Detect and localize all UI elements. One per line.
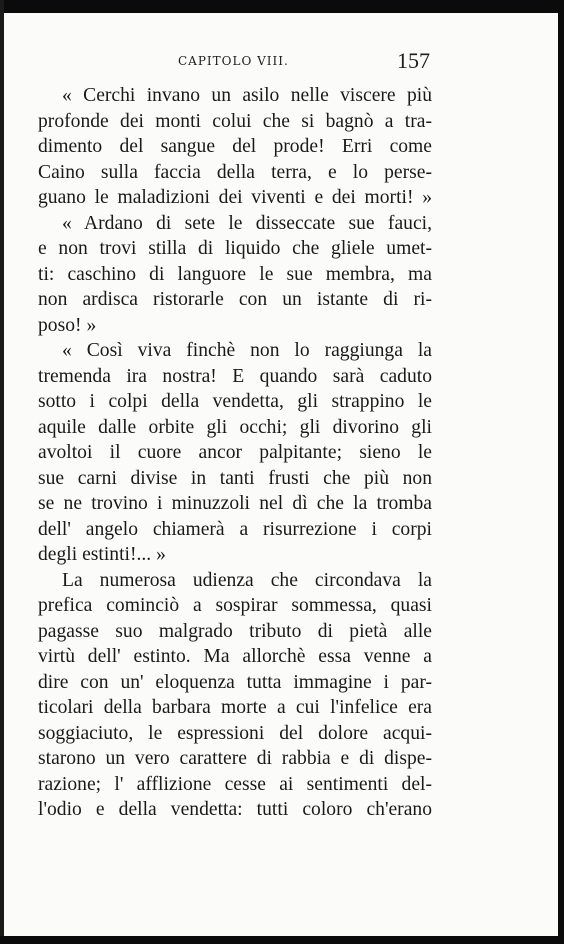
scan-border-left	[0, 0, 4, 944]
scan-border-top	[0, 0, 564, 13]
text-line: dell' angelo chiamerà a risurrezione i corpi	[38, 518, 432, 540]
page-header	[40, 48, 432, 78]
text-line: virtù dell' estinto. Ma allorchè essa venne a	[38, 646, 432, 667]
text-line: « Cerchi invano un asilo nelle viscere più	[62, 85, 432, 106]
chapter-running-head: CAPITOLO VIII.	[178, 54, 289, 68]
text-line: tremenda ira nostra! E quando sarà caduto	[38, 365, 432, 387]
text-line: l'odio e della vendetta: tutti coloro ch'erano	[38, 799, 432, 820]
text-line: sotto i colpi della vendetta, gli strappino le	[38, 391, 432, 412]
text-line: se ne trovino i minuzzoli nel dì che la tromba	[38, 493, 432, 514]
text-line: « Ardano di sete le disseccate sue fauci,	[62, 212, 432, 234]
text-line: e non trovi stilla di liquido che gliele umet-	[38, 238, 432, 259]
text-line: La numerosa udienza che circondava la	[62, 569, 432, 591]
text-line: ticolari della barbara morte a cui l'infelice era	[38, 697, 432, 718]
text-line: dire con un' eloquenza tutta immagine i par-	[38, 671, 432, 693]
text-line: dimento del sangue del prode! Erri come	[38, 136, 432, 157]
text-line: aquile dalle orbite gli occhi; gli divorino gli	[38, 416, 432, 438]
text-line: prefica cominciò a sospirar sommessa, quasi	[38, 595, 432, 616]
scan-border-bottom	[0, 936, 564, 944]
text-line: sue carni divise in tanti frusti che più non	[38, 467, 432, 489]
text-line: avoltoi il cuore ancor palpitante; sieno le	[38, 442, 432, 463]
text-line: guano le maladizioni dei viventi e dei morti! »	[38, 187, 432, 208]
text-line: non ardisca ristorarle con un istante di ri-	[38, 289, 432, 310]
text-line: degli estinti!... »	[38, 544, 166, 565]
text-line: razione; l' afflizione cesse ai sentimenti del-	[38, 773, 432, 795]
text-line: poso! »	[38, 314, 97, 336]
text-line: profonde dei monti colui che si bagnò a tra-	[38, 110, 432, 132]
text-line: soggiaciuto, le espressioni del dolore acqui-	[38, 722, 432, 744]
body-text	[38, 83, 432, 823]
text-line: « Così viva finchè non lo raggiunga la	[62, 340, 432, 361]
page-number: 157	[397, 48, 430, 73]
text-line: starono un vero carattere di rabbia e di dispe-	[38, 748, 432, 769]
text-line: ti: caschino di languore le sue membra, ma	[38, 263, 432, 285]
text-line: Caino sulla faccia della terra, e lo perse-	[38, 161, 432, 183]
scan-border-right	[558, 0, 564, 944]
text-line: pagasse suo malgrado tributo di pietà alle	[38, 620, 432, 642]
